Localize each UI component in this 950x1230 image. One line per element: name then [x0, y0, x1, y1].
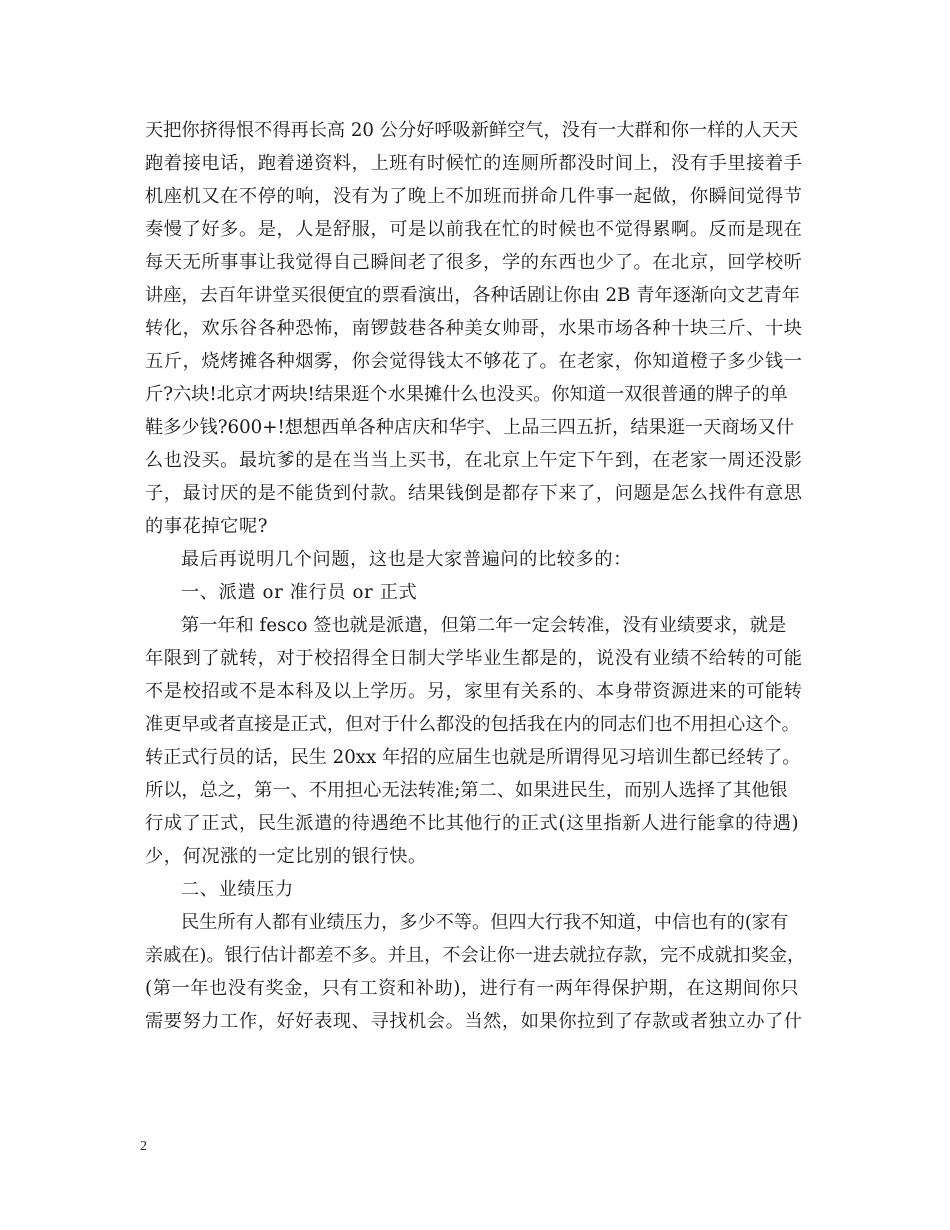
text-line: 天把你挤得恨不得再长高 20 公分好呼吸新鲜空气，没有一大群和你一样的人天天 [145, 120, 799, 141]
text-line: 少，何况涨的一定比别的银行快。 [145, 846, 427, 867]
text-line: 转正式行员的话，民生 20xx 年招的应届生也就是所谓得见习培训生都已经转了。 [145, 747, 801, 768]
text-line: 年限到了就转，对于校招得全日制大学毕业生都是的，说没有业绩不给转的可能 [145, 648, 803, 669]
text-line: 每天无所事事让我觉得自己瞬间老了很多，学的东西也少了。在北京，回学校听 [145, 252, 803, 273]
text-line: 二、业绩压力 [181, 879, 294, 900]
text-line: 子，最讨厌的是不能货到付款。结果钱倒是都存下来了，问题是怎么找件有意思 [145, 483, 803, 504]
text-line: 所以，总之，第一、不用担心无法转准;第二、如果进民生，而别人选择了其他银 [145, 780, 788, 801]
text-line: 的事花掉它呢? [145, 516, 269, 537]
text-line: 不是校招或不是本科及以上学历。另，家里有关系的、本身带资源进来的可能转 [145, 681, 803, 702]
text-line: (第一年也没有奖金，只有工资和补助)，进行有一两年得保护期，在这期间你只 [145, 978, 800, 999]
text-line: 转化，欢乐谷各种恐怖，南锣鼓巷各种美女帅哥，水果市场各种十块三斤、十块 [145, 318, 803, 339]
text-line: 第一年和 fesco 签也就是派遣，但第二年一定会转准，没有业绩要求，就是 [181, 615, 787, 636]
text-line: 最后再说明几个问题，这也是大家普遍问的比较多的： [181, 549, 632, 570]
page-number: 2 [140, 1139, 147, 1154]
text-line: 讲座，去百年讲堂买很便宜的票看演出，各种话剧让你由 2B 青年逐渐向文艺青年 [145, 285, 800, 306]
text-line: 鞋多少钱?600+!想想西单各种店庆和华宇、上品三四五折，结果逛一天商场又什 [145, 417, 795, 438]
text-line: 需要努力工作，好好表现、寻找机会。当然，如果你拉到了存款或者独立办了什 [145, 1011, 803, 1032]
text-line: 准更早或者直接是正式，但对于什么都没的包括我在内的同志们也不用担心这个。 [145, 714, 800, 735]
text-line: 跑着接电话，跑着递资料，上班有时候忙的连厕所都没时间上，没有手里接着手 [145, 153, 803, 174]
document-body [145, 114, 805, 1038]
text-line: 一、派遣 or 准行员 or 正式 [181, 582, 418, 603]
text-line: 五斤，烧烤摊各种烟雾，你会觉得钱太不够花了。在老家，你知道橙子多少钱一 [145, 351, 803, 372]
text-line: 行成了正式，民生派遣的待遇绝不比其他行的正式(这里指新人进行能拿的待遇) [145, 813, 800, 834]
text-line: 民生所有人都有业绩压力，多少不等。但四大行我不知道，中信也有的(家有 [181, 912, 789, 933]
text-line: 斤?六块!北京才两块!结果逛个水果摊什么也没买。你知道一双很普通的牌子的单 [145, 384, 788, 405]
text-line: 奏慢了好多。是，人是舒服，可是以前我在忙的时候也不觉得累啊。反而是现在 [145, 219, 803, 240]
text-line: 么也没买。最坑爹的是在当当上买书，在北京上午定下午到，在老家一周还没影 [145, 450, 803, 471]
text-line: 亲戚在)。银行估计都差不多。并且，不会让你一进去就拉存款，完不成就扣奖金， [145, 945, 806, 966]
text-line: 机座机又在不停的响，没有为了晚上不加班而拼命几件事一起做，你瞬间觉得节 [145, 186, 803, 207]
